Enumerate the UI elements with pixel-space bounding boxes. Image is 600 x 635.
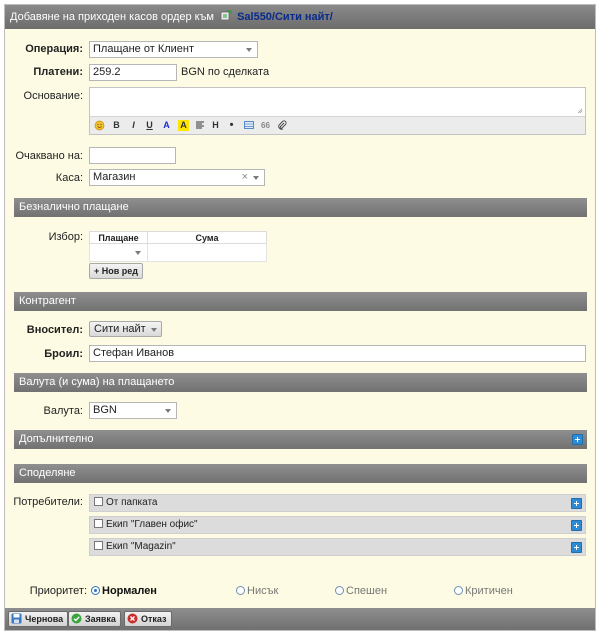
users-label: Потребители: xyxy=(13,496,83,508)
priority-option-normal[interactable]: Нормален xyxy=(91,585,157,598)
paid-label: Платени: xyxy=(33,66,83,78)
section-sharing: Споделяне xyxy=(14,464,587,483)
reason-label: Основание: xyxy=(23,90,83,102)
sale-document-link[interactable]: Sal550/Сити найт/ xyxy=(237,11,333,23)
highlight-icon[interactable]: A xyxy=(178,120,189,131)
save-draft-button[interactable]: Чернова xyxy=(8,611,68,627)
checkbox[interactable] xyxy=(94,519,103,528)
expected-date-input[interactable] xyxy=(89,147,176,164)
section-additional[interactable]: Допълнително xyxy=(14,430,587,449)
chevron-down-icon xyxy=(253,176,259,180)
cashbox-select[interactable]: Магазин × xyxy=(89,169,265,186)
save-icon xyxy=(11,613,22,624)
editor-toolbar xyxy=(90,116,585,134)
italic-icon[interactable]: I xyxy=(132,120,135,130)
radio-icon xyxy=(454,586,463,595)
expand-icon[interactable] xyxy=(571,542,582,553)
priority-label: Приоритет: xyxy=(29,585,87,597)
radio-icon xyxy=(236,586,245,595)
underline-icon[interactable]: U xyxy=(146,120,153,130)
section-counterparty: Контрагент xyxy=(14,292,587,311)
expand-icon[interactable] xyxy=(572,434,583,445)
column-header: Сума xyxy=(148,232,267,244)
priority-option-urgent[interactable]: Спешен xyxy=(335,585,387,598)
dialog-window xyxy=(4,4,596,631)
check-icon xyxy=(71,613,82,624)
section-noncash-payment: Безналично плащане xyxy=(14,198,587,217)
quote-icon[interactable]: 66 xyxy=(261,121,270,130)
currency-select[interactable]: BGN xyxy=(89,402,177,419)
chevron-down-icon xyxy=(246,48,252,52)
resize-handle-icon[interactable] xyxy=(577,108,583,114)
attachment-icon[interactable] xyxy=(276,120,287,131)
counted-by-input[interactable]: Стефан Иванов xyxy=(89,345,586,362)
counted-by-label: Броил: xyxy=(44,348,83,360)
smiley-icon[interactable] xyxy=(94,120,105,131)
add-row-button[interactable]: + Нов ред xyxy=(89,263,143,279)
priority-option-low[interactable]: Нисък xyxy=(236,585,278,598)
radio-icon xyxy=(91,586,100,595)
priority-option-critical[interactable]: Критичен xyxy=(454,585,513,598)
currency-label: Валута: xyxy=(43,405,83,417)
cancel-button[interactable]: Отказ xyxy=(124,611,172,627)
table-row xyxy=(90,244,267,262)
text-color-icon[interactable]: A xyxy=(163,120,170,130)
chevron-down-icon xyxy=(135,251,141,255)
document-icon xyxy=(220,6,232,17)
bold-icon[interactable]: B xyxy=(113,120,120,130)
paid-amount-input[interactable]: 259.2 xyxy=(89,64,177,81)
footer-toolbar xyxy=(5,608,595,630)
bullet-icon[interactable]: • xyxy=(229,119,234,131)
expand-icon[interactable] xyxy=(571,498,582,509)
reason-editor[interactable] xyxy=(89,87,586,135)
submit-request-button[interactable]: Заявка xyxy=(68,611,121,627)
operation-label: Операция: xyxy=(25,43,83,55)
paid-currency-note: BGN по сделката xyxy=(181,66,270,78)
operation-select[interactable]: Плащане от Клиент xyxy=(89,41,258,58)
checkbox[interactable] xyxy=(94,541,103,550)
checkbox[interactable] xyxy=(94,497,103,506)
depositor-select[interactable]: Сити найт xyxy=(89,321,162,337)
depositor-label: Вносител: xyxy=(26,324,83,336)
expand-icon[interactable] xyxy=(571,520,582,531)
table-icon[interactable] xyxy=(243,120,254,131)
noncash-payments-table xyxy=(89,231,267,262)
share-group-row[interactable]: Екип "Magazin" xyxy=(89,538,586,556)
column-header: Плащане xyxy=(90,232,148,244)
chevron-down-icon xyxy=(165,409,171,413)
radio-icon xyxy=(335,586,344,595)
window-title: Добавяне на приходен касов ордер към xyxy=(10,11,214,23)
share-group-row[interactable]: Екип "Главен офис" xyxy=(89,516,586,534)
chevron-down-icon xyxy=(151,328,157,332)
amount-cell-input[interactable] xyxy=(148,244,267,262)
clear-icon[interactable]: × xyxy=(241,171,248,183)
payment-type-select[interactable] xyxy=(90,244,148,262)
choice-label: Избор: xyxy=(48,231,83,243)
share-group-row[interactable]: От папката xyxy=(89,494,586,512)
expected-date-label: Очаквано на: xyxy=(15,150,83,162)
cashbox-label: Каса: xyxy=(55,172,83,184)
close-icon xyxy=(127,613,138,624)
align-icon[interactable] xyxy=(194,120,205,131)
section-currency: Валута (и сума) на плащането xyxy=(14,373,587,392)
heading-icon[interactable]: H xyxy=(212,120,219,130)
title-bar xyxy=(5,5,595,29)
